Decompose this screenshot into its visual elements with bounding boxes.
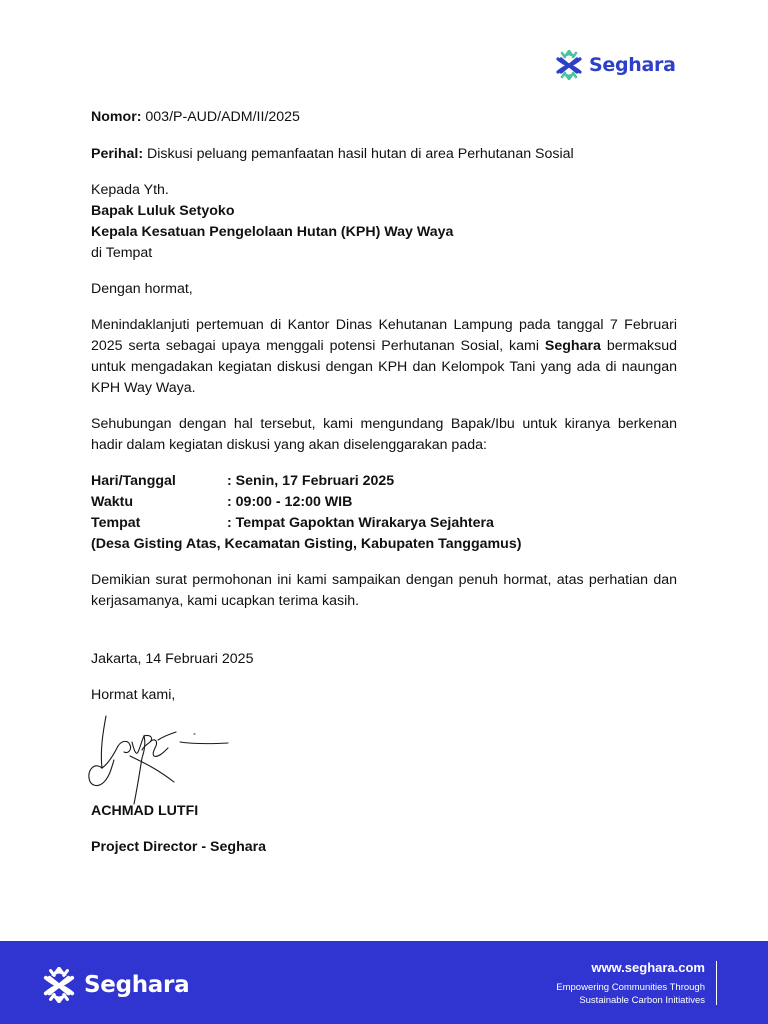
event-date-label: Hari/Tanggal	[91, 473, 176, 489]
letter-body	[91, 107, 677, 706]
signer-name: ACHMAD LUTFI	[91, 803, 199, 819]
perihal-label: Perihal:	[91, 146, 144, 162]
footer-divider	[716, 961, 717, 1005]
seghara-logo-icon	[555, 50, 583, 80]
footer-brand-name: Seghara	[84, 971, 190, 998]
recipient-greeting: Kepada Yth.	[91, 182, 169, 198]
recipient-location: di Tempat	[91, 245, 153, 261]
event-time-row	[91, 492, 677, 513]
signer-role: Project Director - Seghara	[91, 839, 267, 855]
paragraph-invitation: Sehubungan dengan hal tersebut, kami mengundang Bapak/Ibu untuk kiranya berkenan hadir dalam kegiatan diskusi yang akan diselenggarakan pada:	[91, 416, 677, 453]
footer	[0, 941, 768, 1024]
recipient-name: Bapak Luluk Setyoko	[91, 203, 235, 219]
event-time-label: Waktu	[91, 494, 134, 510]
event-date-row	[91, 471, 677, 492]
place-date: Jakarta, 14 Februari 2025	[91, 651, 254, 667]
footer-contact	[556, 959, 705, 1007]
paragraph-intro	[91, 315, 677, 399]
letter-subject	[91, 144, 677, 165]
header-logo	[555, 50, 676, 80]
perihal-value: Diskusi peluang pemanfaatan hasil hutan di area Perhutanan Sosial	[143, 146, 574, 162]
event-details	[91, 471, 677, 555]
paragraph-intro-start: Menindaklanjuti pertemuan di Kantor Dinas Kehutanan Lampung pada tanggal 7 Februari 2025 serta sebagai upaya menggali potensi Perhutanan Sosial, kami	[91, 317, 677, 354]
event-place-label: Tempat	[91, 515, 141, 531]
nomor-label: Nomor:	[91, 109, 142, 125]
footer-logo	[42, 967, 189, 1003]
footer-website-link[interactable]: www.seghara.com	[591, 960, 705, 975]
event-time-value: : 09:00 - 12:00 WIB	[227, 494, 353, 510]
salutation: Dengan hormat,	[91, 281, 193, 297]
event-place-value: : Tempat Gapoktan Wirakarya Sejahtera	[227, 515, 494, 531]
footer-tagline	[556, 981, 705, 1007]
seghara-logo-icon	[42, 967, 76, 1003]
event-place-detail: (Desa Gisting Atas, Kecamatan Gisting, Kabupaten Tanggamus)	[91, 536, 522, 552]
letter-number	[91, 107, 677, 128]
brand-name: Seghara	[589, 53, 676, 76]
nomor-value: 003/P-AUD/ADM/II/2025	[141, 109, 300, 125]
footer-tagline-line2: Sustainable Carbon Initiatives	[579, 995, 705, 1006]
handwritten-signature	[84, 712, 234, 807]
regards: Hormat kami,	[91, 687, 176, 703]
paragraph-intro-end: bermaksud untuk mengadakan kegiatan diskusi dengan KPH dan Kelompok Tani yang ada di naungan KPH Way Waya.	[91, 338, 678, 396]
closing-paragraph: Demikian surat permohonan ini kami sampaikan dengan penuh hormat, atas perhatian dan kerjasamanya, kami ucapkan terima kasih.	[91, 572, 677, 609]
recipient-title: Kepala Kesatuan Pengelolaan Hutan (KPH) Way Waya	[91, 224, 454, 240]
paragraph-intro-brand: Seghara	[544, 338, 601, 354]
event-place-row	[91, 513, 677, 534]
footer-tagline-line1: Empowering Communities Through	[556, 982, 705, 993]
event-date-value: : Senin, 17 Februari 2025	[227, 473, 395, 489]
